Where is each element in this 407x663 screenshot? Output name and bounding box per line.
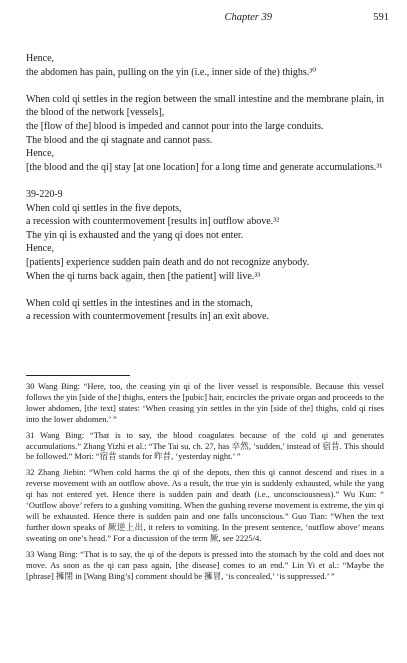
text-line: The blood and the qi stagnate and cannot pass. — [26, 134, 213, 146]
text-line: a recession with countermovement [results in] an exit above. — [26, 311, 269, 323]
text-line: The yin qi is exhausted and the yang qi does not enter. — [26, 229, 244, 241]
footnote: 32 Zhang Jiebin: “When cold harms the qi of the depots, then this qi cannot descend and rises in a reverse movement with an outflow above. As a result, the true yin is suddenly exhausted, while the yang qi has not entered yet. Hence there is sudden pain and death (i.e., unconsciousness).” Wu Kun: “ ‘Outflow above’ refers to a gushing vomiting. When the gushing reverse movement is extreme, the yin qi will be exhausted. Hence there is sudden pain and one falls unconscious.” Guo Tian: “When the text further down speaks of 厥逆上出, it refers to vomiting. In the present sentence, ‘outflow above’ means sweating on one’s head.” For a discussion of the term 厥, see 2225/4. — [26, 467, 385, 543]
footnote: 33 Wang Bing: “That is to say, the qi of the depots is pressed into the stomach by the cold and does not move. As soon as the qi can pass again, [the disease] comes to an end.” Lin Yi et al.: “Maybe the [phrase] 擁閉 in [Wang Bing’s] comment should be 擁冒, ‘is concealed,’ ‘is suppressed.’ ” — [26, 548, 384, 581]
text-line: Hence, — [26, 243, 55, 255]
text-line: the abdomen has pain, pulling on the yin (i.e., inner side of the) thighs.³⁰ — [26, 66, 317, 78]
paragraph-gap — [26, 283, 384, 297]
section-number: 39-220-9 — [26, 188, 63, 200]
text-line: When cold qi settles in the region between the small intestine and the membrane plain, in the blood of the network [vessels], — [26, 93, 384, 119]
main-text — [26, 52, 384, 324]
footnote: 30 Wang Bing: “Here, too, the ceasing yin qi of the liver vessel is responsible. Because this vessel follows the yin [side of the] thighs, enters the [pubic] hair, encircles the private organ and proceeds to the lower abdomen, [the text] states: ‘When ceasing yin settles in the yin [side of the] thighs, cold qi rises into the lower abdomen.’ ” — [26, 381, 384, 424]
text-line: [patients] experience sudden pain death and do not recognize anybody. — [26, 256, 310, 268]
page-number: 591 — [373, 12, 389, 23]
text-line: the [flow of the] blood is impeded and cannot pour into the large conduits. — [26, 120, 324, 132]
footnote-divider — [26, 375, 130, 376]
footnotes — [26, 381, 384, 586]
paragraph-gap — [26, 174, 384, 188]
text-line: When cold qi settles in the five depots, — [26, 202, 182, 214]
paragraph-gap — [26, 79, 384, 93]
text-line: When the qi turns back again, then [the patient] will live.³³ — [26, 270, 261, 282]
text-line: [the blood and the qi] stay [at one location] for a long time and generate accumulations.³¹ — [26, 161, 383, 173]
running-head — [0, 12, 407, 26]
text-line: Hence, — [26, 53, 55, 64]
chapter-title: Chapter 39 — [224, 12, 272, 23]
footnote: 31 Wang Bing: “That is to say, the blood coagulates because of the cold qi and generates accumulations.” Zhang Yizhi et al.: “The Tai su, ch. 27, has 卒然, ‘sudden,’ instead of 宿昔. This should be followed.” Mori: “宿昔 stands for 昨昔, ‘yesterday night.’ ” — [26, 429, 384, 462]
text-line: When cold qi settles in the intestines and in the stomach, — [26, 297, 253, 309]
text-line: a recession with countermovement [results in] outflow above.³² — [26, 216, 280, 228]
text-line: Hence, — [26, 148, 55, 160]
